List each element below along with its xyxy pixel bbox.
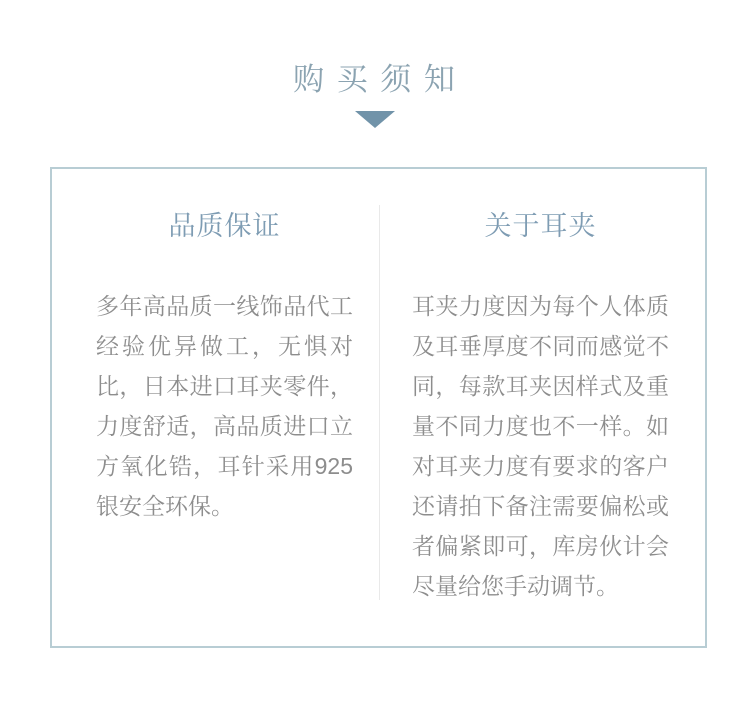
text-line: 同，每款耳夹因样式及重: [412, 373, 669, 399]
text-line: 者偏紧即可，库房伙计会: [412, 533, 669, 559]
page-title: 购 买 须 知: [293, 62, 457, 97]
text-line: 银安全环保。: [96, 493, 234, 519]
text-line: 还请拍下备注需要偏松或: [412, 493, 669, 519]
text-line: 量不同力度也不一样。如: [412, 413, 669, 439]
text-line: 比，日本进口耳夹零件，: [96, 373, 353, 399]
text-line: 经验优异做工，无惧对: [96, 333, 353, 359]
notice-header: [0, 0, 750, 128]
earclip-text: [412, 286, 669, 606]
text-line: 力度舒适，高品质进口立: [96, 413, 353, 439]
text-line: 多年高品质一线饰品代工: [96, 293, 353, 319]
quality-text: [96, 286, 353, 526]
triangle-down-icon: [355, 111, 395, 128]
earclip-column: [384, 169, 705, 646]
quality-column: [52, 169, 384, 646]
earclip-heading: 关于耳夹: [484, 211, 597, 241]
text-line: 对耳夹力度有要求的客户: [412, 453, 669, 479]
text-line: 尽量给您手动调节。: [412, 573, 619, 599]
text-line: 及耳垂厚度不同而感觉不: [412, 333, 669, 359]
text-line: 方氧化锆，耳针采用925: [96, 453, 353, 479]
notice-panel: [50, 167, 707, 648]
column-divider: [379, 205, 380, 600]
quality-heading: 品质保证: [168, 211, 281, 241]
text-line: 耳夹力度因为每个人体质: [412, 293, 669, 319]
